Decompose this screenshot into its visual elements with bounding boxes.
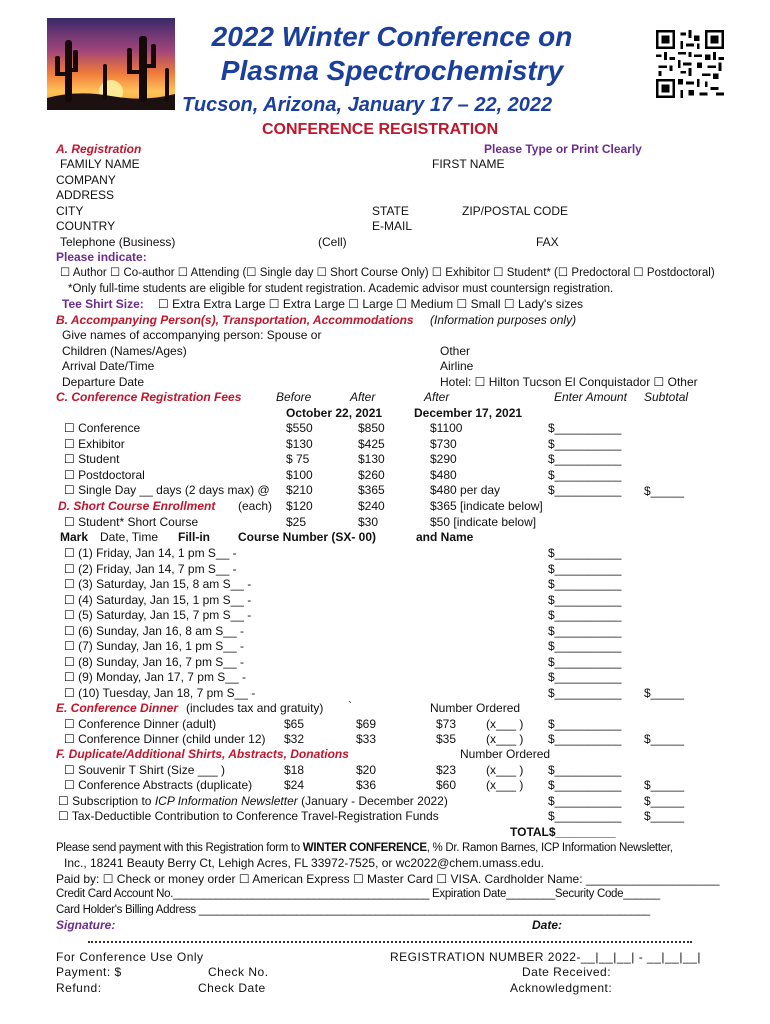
short-course-session-amount[interactable]: $__________ bbox=[548, 655, 622, 669]
office-use-label: For Conference Use Only bbox=[56, 950, 204, 964]
section-c-heading: C. Conference Registration Fees bbox=[56, 390, 242, 404]
abstracts-amount[interactable]: $__________ bbox=[548, 778, 622, 792]
accompanying-names-label[interactable]: Give names of accompanying person: Spouse or bbox=[62, 328, 322, 342]
fee-row-amount[interactable]: $__________ bbox=[548, 483, 622, 497]
payment-instructions-line1 bbox=[56, 841, 673, 856]
after-header-2: After bbox=[424, 390, 450, 404]
fee-row-late: $480 per day bbox=[430, 483, 501, 497]
dinner-adult-before: $65 bbox=[284, 717, 305, 731]
cell-label[interactable]: (Cell) bbox=[318, 235, 347, 249]
short-course-session-amount[interactable]: $__________ bbox=[548, 686, 622, 700]
short-course-session-amount[interactable]: $__________ bbox=[548, 624, 622, 638]
fee-row-before: $ 75 bbox=[286, 452, 310, 466]
dinner-child-amount[interactable]: $__________ bbox=[548, 732, 622, 746]
tshirt-before: $18 bbox=[284, 763, 305, 777]
fee-row-late: $480 bbox=[430, 468, 457, 482]
after-header: After bbox=[350, 390, 376, 404]
family-name-label[interactable]: FAMILY NAME bbox=[60, 157, 140, 171]
date-time-label: Date, Time bbox=[100, 530, 159, 544]
dinner-adult-checkbox[interactable]: ☐ Conference Dinner (adult) bbox=[64, 717, 217, 731]
airline-label[interactable]: Airline bbox=[440, 359, 474, 373]
tee-shirt-label: Tee Shirt Size: bbox=[62, 297, 144, 311]
company-label[interactable]: COMPANY bbox=[56, 173, 116, 187]
short-course-session-checkbox[interactable]: ☐ (7) Sunday, Jan 16, 1 pm S__ - bbox=[64, 639, 244, 653]
tshirt-checkbox[interactable]: ☐ Souvenir T Shirt (Size ___ ) bbox=[64, 763, 226, 777]
state-label[interactable]: STATE bbox=[372, 204, 409, 218]
student-short-after: $30 bbox=[358, 515, 379, 529]
fee-row-after: $260 bbox=[358, 468, 385, 482]
fee-row-checkbox[interactable]: ☐ Student bbox=[64, 452, 120, 466]
other-label[interactable]: Other bbox=[440, 344, 471, 358]
fee-row-amount[interactable]: $__________ bbox=[548, 468, 622, 482]
short-course-session-checkbox[interactable]: ☐ (5) Saturday, Jan 15, 7 pm S__ - bbox=[64, 608, 252, 622]
dinner-child-after: $33 bbox=[356, 732, 377, 746]
fee-row-amount[interactable]: $__________ bbox=[548, 452, 622, 466]
abstracts-checkbox[interactable]: ☐ Conference Abstracts (duplicate) bbox=[64, 778, 253, 792]
short-course-session-amount[interactable]: $__________ bbox=[548, 593, 622, 607]
payment-instructions-line2: Inc., 18241 Beauty Berry Ct, Lehigh Acres, FL 33972-7525, or wc2022@chem.umass.edu. bbox=[64, 856, 545, 870]
fee-row-after: $130 bbox=[358, 452, 385, 466]
enter-amount-header: Enter Amount bbox=[554, 390, 627, 404]
fee-row-amount[interactable]: $__________ bbox=[548, 421, 622, 435]
dinner-child-qty[interactable]: (x___ ) bbox=[486, 732, 524, 746]
fee-row-checkbox[interactable]: ☐ Single Day __ days (2 days max) @ bbox=[64, 483, 270, 497]
credit-card-line[interactable]: Credit Card Account No.__________________________________________ Expiration Date________Security Code______ bbox=[56, 888, 660, 900]
each-note: (each) bbox=[238, 499, 273, 513]
student-note: *Only full-time students are eligible for student registration. Academic advisor must countersign registration. bbox=[68, 283, 614, 295]
zip-label[interactable]: ZIP/POSTAL CODE bbox=[462, 204, 569, 218]
section-f-heading: F. Duplicate/Additional Shirts, Abstracts, Donations bbox=[56, 747, 349, 761]
short-course-session-amount[interactable]: $__________ bbox=[548, 670, 622, 684]
newsletter-label-c: (January - December 2022) bbox=[297, 794, 448, 808]
newsletter-subscription-checkbox[interactable] bbox=[58, 794, 448, 809]
send-to-address-a: , % Dr. Ramon Barnes, ICP Information Newsletter, bbox=[426, 842, 673, 854]
fee-row-before: $550 bbox=[286, 421, 313, 435]
tshirt-late: $23 bbox=[436, 763, 457, 777]
short-course-session-checkbox[interactable]: ☐ (1) Friday, Jan 14, 1 pm S__ - bbox=[64, 546, 237, 560]
date-received-label: Date Received: bbox=[522, 965, 612, 979]
short-course-session-amount[interactable]: $__________ bbox=[548, 562, 622, 576]
saguaro-sunset-photo bbox=[47, 18, 175, 110]
check-no-label: Check No. bbox=[208, 965, 269, 979]
departure-label[interactable]: Departure Date bbox=[62, 375, 145, 389]
payment-label: Payment: $ bbox=[56, 965, 122, 979]
winter-conference-name: WINTER CONFERENCE bbox=[302, 842, 427, 854]
mark-label: Mark bbox=[60, 530, 89, 544]
conference-title-line1: 2022 Winter Conference on bbox=[211, 21, 573, 52]
registration-number: REGISTRATION NUMBER 2022-__|__|__| - __|__|__| bbox=[390, 950, 701, 964]
fax-label[interactable]: FAX bbox=[536, 235, 559, 249]
abstracts-after: $36 bbox=[356, 778, 377, 792]
short-course-session-amount[interactable]: $__________ bbox=[548, 608, 622, 622]
subtotal-fees[interactable]: $_____ bbox=[644, 484, 685, 498]
extras-number-ordered: Number Ordered bbox=[460, 747, 551, 761]
subtotal-header: Subtotal bbox=[644, 390, 689, 404]
print-note: Please Type or Print Clearly bbox=[484, 142, 642, 156]
dinner-adult-late: $73 bbox=[436, 717, 457, 731]
short-course-session-checkbox[interactable]: ☐ (4) Saturday, Jan 15, 1 pm S__ - bbox=[64, 593, 252, 607]
check-date-label: Check Date bbox=[198, 981, 266, 995]
form-title: CONFERENCE REGISTRATION bbox=[262, 121, 499, 138]
fee-row-after: $850 bbox=[358, 421, 385, 435]
subtotal-extras-2[interactable]: $_____ bbox=[644, 794, 685, 808]
fee-row-before: $100 bbox=[286, 468, 313, 482]
signature-label[interactable]: Signature: bbox=[56, 918, 116, 932]
fee-row-after: $425 bbox=[358, 437, 385, 451]
late-date: December 17, 2021 bbox=[414, 406, 523, 420]
newsletter-amount[interactable]: $__________ bbox=[548, 794, 622, 808]
send-to-label: Please send payment with this Registration form to bbox=[56, 842, 303, 854]
children-label[interactable]: Children (Names/Ages) bbox=[62, 344, 187, 358]
fee-row-before: $210 bbox=[286, 483, 313, 497]
section-a-heading: A. Registration bbox=[56, 142, 142, 156]
fee-row-late: $290 bbox=[430, 452, 457, 466]
student-short-course-checkbox[interactable]: ☐ Student* Short Course bbox=[64, 515, 199, 529]
newsletter-label-a: ☐ Subscription to bbox=[58, 794, 155, 808]
total-amount[interactable]: TOTAL$_________ bbox=[510, 825, 616, 839]
dinner-child-late: $35 bbox=[436, 732, 457, 746]
tee-shirt-options[interactable]: ☐ Extra Extra Large ☐ Extra Large ☐ Large ☐ Medium ☐ Small ☐ Lady's sizes bbox=[158, 297, 583, 311]
dinner-note: (includes tax and gratuity) bbox=[186, 701, 324, 715]
donation-amount[interactable]: $__________ bbox=[548, 809, 622, 823]
hotel-options[interactable]: Hotel: ☐ Hilton Tucson El Conquistador ☐ Other bbox=[440, 375, 698, 389]
short-course-session-checkbox[interactable]: ☐ (10) Tuesday, Jan 18, 7 pm S__ - bbox=[64, 686, 256, 700]
subtotal-extras-3[interactable]: $_____ bbox=[644, 809, 685, 823]
dinner-number-ordered: Number Ordered bbox=[430, 701, 521, 715]
telephone-label[interactable]: Telephone (Business) bbox=[60, 235, 176, 249]
email-label[interactable]: E-MAIL bbox=[372, 219, 413, 233]
city-label[interactable]: CITY bbox=[56, 204, 84, 218]
student-short-before: $25 bbox=[286, 515, 307, 529]
fee-row-after: $365 bbox=[358, 483, 385, 497]
short-course-session-checkbox[interactable]: ☐ (8) Sunday, Jan 16, 7 pm S__ - bbox=[64, 655, 244, 669]
short-course-session-checkbox[interactable]: ☐ (3) Saturday, Jan 15, 8 am S__ - bbox=[64, 577, 252, 591]
before-header: Before bbox=[276, 390, 312, 404]
donation-checkbox[interactable]: ☐ Tax-Deductible Contribution to Conference Travel-Registration Funds bbox=[58, 809, 439, 823]
fee-row-amount[interactable]: $__________ bbox=[548, 437, 622, 451]
section-b-note: (Information purposes only) bbox=[430, 313, 577, 327]
divider-dotted-line bbox=[88, 941, 692, 943]
short-course-session-checkbox[interactable]: ☐ (2) Friday, Jan 14, 7 pm S__ - bbox=[64, 562, 237, 576]
short-course-session-checkbox[interactable]: ☐ (6) Sunday, Jan 16, 8 am S__ - bbox=[64, 624, 244, 638]
dinner-child-checkbox[interactable]: ☐ Conference Dinner (child under 12) bbox=[64, 732, 266, 746]
acknowledgment-label: Acknowledgment: bbox=[510, 981, 613, 995]
and-name-label: and Name bbox=[416, 530, 474, 544]
dinner-adult-amount[interactable]: $__________ bbox=[548, 717, 622, 731]
early-date: October 22, 2021 bbox=[286, 406, 383, 420]
billing-address-line[interactable]: Card Holder's Billing Address __________________________________________________________________________ bbox=[56, 904, 650, 916]
fee-row-checkbox[interactable]: ☐ Postdoctoral bbox=[64, 468, 145, 482]
short-course-session-checkbox[interactable]: ☐ (9) Monday, Jan 17, 7 pm S__ - bbox=[64, 670, 246, 684]
short-course-session-amount[interactable]: $__________ bbox=[548, 577, 622, 591]
fee-row-late: $730 bbox=[430, 437, 457, 451]
please-indicate: Please indicate: bbox=[56, 250, 147, 264]
fee-row-late: $1100 bbox=[430, 421, 463, 435]
qr-code bbox=[656, 30, 724, 98]
subtotal-dinner[interactable]: $_____ bbox=[644, 732, 685, 746]
dinner-child-before: $32 bbox=[284, 732, 305, 746]
fee-row-checkbox[interactable]: ☐ Conference bbox=[64, 421, 141, 435]
section-d-heading: D. Short Course Enrollment bbox=[58, 499, 216, 513]
subtotal-short-courses[interactable]: $_____ bbox=[644, 686, 685, 700]
short-course-late: $365 [indicate below] bbox=[430, 499, 543, 513]
dinner-adult-qty[interactable]: (x___ ) bbox=[486, 717, 524, 731]
conference-title-line2: Plasma Spectrochemistry bbox=[220, 55, 564, 86]
date-label[interactable]: Date: bbox=[532, 918, 563, 932]
tshirt-qty[interactable]: (x___ ) bbox=[486, 763, 524, 777]
student-short-late: $50 [indicate below] bbox=[430, 515, 537, 529]
short-course-after: $240 bbox=[358, 499, 385, 513]
short-course-session-amount[interactable]: $__________ bbox=[548, 639, 622, 653]
dinner-adult-after: $69 bbox=[356, 717, 377, 731]
country-label[interactable]: COUNTRY bbox=[56, 219, 116, 233]
conference-location: Tucson, Arizona, January 17 – 22, 2022 bbox=[182, 94, 553, 116]
first-name-label[interactable]: FIRST NAME bbox=[432, 157, 505, 171]
arrival-label[interactable]: Arrival Date/Time bbox=[62, 359, 155, 373]
refund-label: Refund: bbox=[56, 981, 102, 995]
subtotal-extras-1[interactable]: $_____ bbox=[644, 778, 685, 792]
short-course-session-amount[interactable]: $__________ bbox=[548, 546, 622, 560]
tshirt-after: $20 bbox=[356, 763, 377, 777]
short-course-before: $120 bbox=[286, 499, 313, 513]
dinner-tick: ` bbox=[348, 699, 352, 713]
abstracts-before: $24 bbox=[284, 778, 305, 792]
section-b-heading: B. Accompanying Person(s), Transportation, Accommodations bbox=[56, 313, 414, 327]
attendee-type-options[interactable]: ☐ Author ☐ Co-author ☐ Attending (☐ Single day ☐ Short Course Only) ☐ Exhibitor ☐ Student* (☐ Predoctoral ☐ Postdoctoral) bbox=[60, 267, 715, 279]
paid-by-options[interactable]: Paid by: ☐ Check or money order ☐ American Express ☐ Master Card ☐ VISA. Cardholder Name: ____________________ bbox=[56, 872, 720, 886]
abstracts-late: $60 bbox=[436, 778, 457, 792]
fee-row-checkbox[interactable]: ☐ Exhibitor bbox=[64, 437, 125, 451]
address-label[interactable]: ADDRESS bbox=[56, 188, 115, 202]
section-e-heading: E. Conference Dinner bbox=[56, 701, 179, 715]
course-number-label: Course Number (SX- 00) bbox=[238, 530, 377, 544]
tshirt-amount[interactable]: $__________ bbox=[548, 763, 622, 777]
abstracts-qty[interactable]: (x___ ) bbox=[486, 778, 524, 792]
fill-in-label: Fill-in bbox=[178, 530, 210, 544]
fee-row-before: $130 bbox=[286, 437, 313, 451]
newsletter-name: ICP Information Newsletter bbox=[154, 794, 298, 808]
